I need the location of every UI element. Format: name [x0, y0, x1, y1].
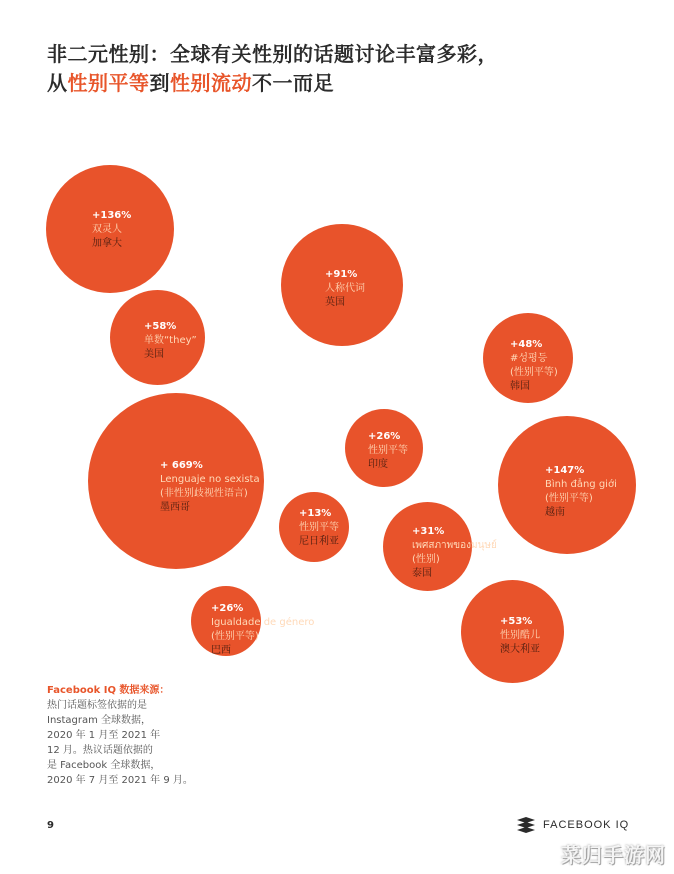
bubble-country: 加拿大: [92, 238, 122, 249]
facebook-iq-logo: [516, 816, 629, 834]
bubble-tag: 人称代词: [325, 283, 365, 294]
title-line-1: 非二元性别：全球有关性别的话题讨论丰富多彩，: [47, 42, 498, 66]
bubble-country: 英国: [325, 297, 345, 308]
bubble-percent: +147%: [545, 465, 585, 476]
bubble-mexico: [88, 393, 264, 569]
bubble-country: 美国: [144, 349, 164, 360]
bubble-country: 印度: [368, 459, 388, 470]
title-highlight-fluidity: 性别流动: [170, 71, 252, 95]
bubble-country: 韩国: [510, 381, 530, 392]
bubble-percent: +136%: [92, 210, 132, 221]
bubble-thailand: [383, 502, 497, 591]
source-line: 2020 年 1 月至 2021 年: [47, 730, 161, 741]
bubble-tag-translation: (非性别歧视性语言): [160, 488, 248, 499]
brand-name: FACEBOOK IQ: [543, 819, 630, 831]
bubble-nigeria: [279, 492, 349, 562]
bubble-vietnam: [498, 416, 636, 554]
bubble-tag-translation: (性别平等): [211, 631, 259, 642]
bubble-country: 澳大利亚: [500, 644, 540, 655]
source-line: 2020 年 7 月至 2021 年 9 月。: [47, 775, 193, 786]
bubble-percent: +53%: [500, 616, 533, 627]
bubble-tag: #성평등: [510, 353, 548, 364]
bubble-percent: +26%: [211, 603, 244, 614]
bubble-tag: 性别平等: [368, 445, 408, 456]
bubble-canada: [46, 165, 174, 293]
source-line: 是 Facebook 全球数据，: [47, 760, 161, 771]
page-number: 9: [47, 820, 54, 831]
bubble-country: 尼日利亚: [299, 536, 339, 547]
title-highlight-equality: 性别平等: [67, 71, 150, 95]
bubble-usa: [110, 290, 205, 385]
facebook-iq-logo-icon: [516, 816, 536, 834]
title-text: 从: [47, 71, 68, 95]
bubble-percent: +26%: [368, 431, 401, 442]
bubble-percent: +31%: [412, 526, 445, 537]
bubble-percent: +48%: [510, 339, 543, 350]
bubble-tag-translation: (性别平等): [510, 367, 558, 378]
source-line: 热门话题标签依据的是: [47, 700, 147, 711]
bubble-tag: Lenguaje no sexista: [160, 474, 260, 485]
watermark: 菜归手游网: [561, 843, 666, 867]
page-title: [47, 40, 498, 98]
source-line: 12 月。热议话题依据的: [47, 745, 153, 756]
bubble-percent: +91%: [325, 269, 358, 280]
bubble-korea: [483, 313, 573, 403]
source-line: Instagram 全球数据，: [47, 715, 152, 726]
bubble-tag: Igualdade de género: [211, 617, 315, 628]
bubble-india: [345, 409, 423, 487]
source-title: Facebook IQ 数据来源：: [47, 685, 170, 696]
bubble-country: 巴西: [211, 645, 231, 656]
bubble-tag-translation: (性别平等): [545, 493, 593, 504]
title-text: 到: [149, 71, 170, 95]
bubble-tag: 单数“they”: [144, 335, 197, 346]
bubble-tag: 双灵人: [92, 224, 122, 235]
bubble-percent: +58%: [144, 321, 177, 332]
bubble-uk: [281, 224, 403, 346]
source-note: [47, 683, 193, 788]
bubble-country: 泰国: [412, 568, 432, 579]
bubble-tag: เพศสภาพของมนุษย์: [412, 540, 497, 551]
bubble-brazil: [191, 586, 315, 656]
bubble-australia: [461, 580, 564, 683]
bubble-tag: 性别平等: [299, 522, 339, 533]
bubble-percent: + 669%: [160, 460, 203, 471]
title-text: 不一而足: [252, 71, 334, 95]
bubble-tag-translation: (性别): [412, 554, 440, 565]
bubble-tag: Bình đẳng giới: [545, 479, 617, 490]
bubble-tag: 性别酷儿: [500, 630, 540, 641]
bubble-country: 越南: [545, 507, 565, 518]
bubble-country: 墨西哥: [160, 502, 190, 513]
title-line-2: [47, 69, 498, 98]
bubble-percent: +13%: [299, 508, 332, 519]
